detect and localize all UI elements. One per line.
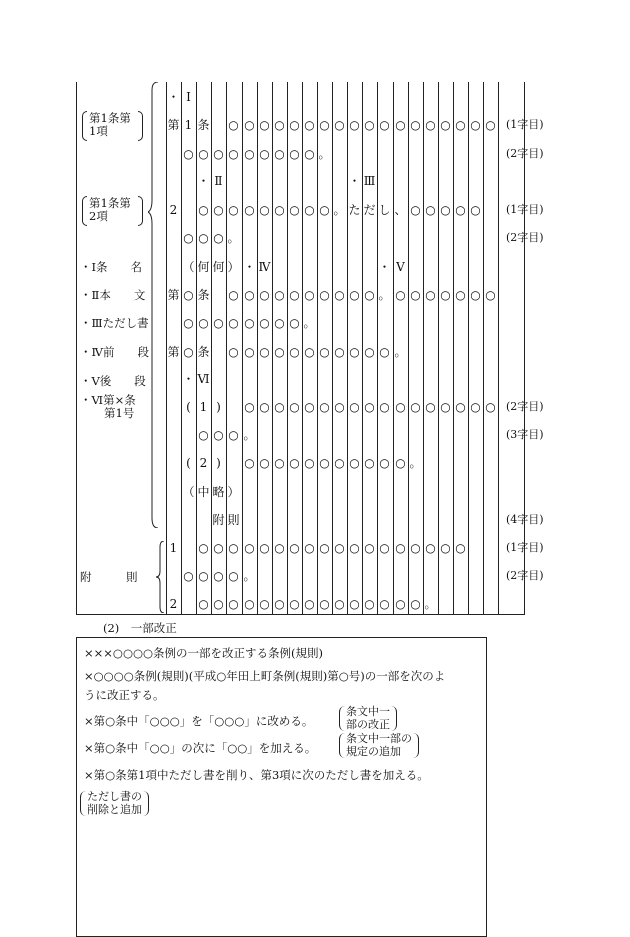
grid-cell: ○	[198, 541, 209, 555]
grid-cell: ○	[213, 569, 224, 583]
grid-cell: ○	[319, 456, 330, 470]
grid-cell: ○	[228, 118, 239, 132]
grid-cell: ○	[319, 118, 330, 132]
grid-cell: ○	[228, 345, 239, 359]
grid-cell: ○	[349, 288, 360, 302]
grid-cell: ○	[244, 541, 255, 555]
grid-cell: ○	[364, 456, 375, 470]
grid-cell: ○	[410, 118, 421, 132]
grid-line	[483, 82, 484, 615]
grid-cell: ○	[289, 118, 300, 132]
grid-cell: ○	[319, 400, 330, 414]
paren-left	[82, 196, 87, 226]
grid-cell: ○	[319, 203, 330, 217]
grid-cell: 第	[167, 288, 180, 302]
grid-cell: ○	[259, 316, 270, 330]
grid-cell: ○	[289, 316, 300, 330]
grid-cell: ○	[274, 456, 285, 470]
grid-cell: ○	[259, 345, 270, 359]
grid-cell: 。	[409, 456, 422, 470]
grid-cell: ○	[364, 345, 375, 359]
grid-cell: ○	[349, 400, 360, 414]
grid-cell: ○	[425, 541, 436, 555]
char-note: (3字目)	[506, 428, 544, 441]
note-line: 部の改正	[346, 717, 390, 731]
grid-cell: ○	[244, 597, 255, 611]
grid-cell: ○	[198, 597, 209, 611]
note-line: 条文中一部の	[346, 732, 412, 745]
grid-cell: ○	[485, 288, 496, 302]
grid-line	[211, 82, 212, 615]
grid-cell: ○	[244, 345, 255, 359]
grid-cell: ○	[319, 345, 330, 359]
grid-cell: 第	[167, 345, 180, 359]
grid-cell: ○	[395, 541, 406, 555]
amendment-title: ×××○○○○条例の一部を改正する条例(規則)	[84, 646, 324, 660]
char-note: (2字目)	[506, 569, 544, 582]
grid-cell: 1	[199, 400, 208, 414]
label-latter-part: ・Ⅴ後 段	[80, 374, 146, 388]
grid-cell: ○	[274, 597, 285, 611]
grid-cell: ○	[304, 400, 315, 414]
grid-cell: ○	[410, 400, 421, 414]
grid-cell: ○	[228, 316, 239, 330]
grid-cell: ○	[304, 345, 315, 359]
grid-cell: ○	[183, 569, 194, 583]
grid-cell: ○	[259, 456, 270, 470]
paren-right	[138, 111, 143, 141]
grid-cell: Ⅴ	[396, 260, 405, 274]
grid-cell: 何	[212, 260, 225, 274]
grid-cell: 。	[243, 428, 256, 442]
grid-cell: ○	[455, 541, 466, 555]
grid-cell: ○	[228, 541, 239, 555]
grid-cell: ○	[470, 400, 481, 414]
grid-cell: ○	[334, 118, 345, 132]
grid-cell: ○	[228, 428, 239, 442]
grid-cell: ○	[395, 597, 406, 611]
grid-cell: ○	[289, 456, 300, 470]
grid-cell: ○	[470, 288, 481, 302]
grid-cell: ○	[289, 203, 300, 217]
grid-cell: ○	[274, 541, 285, 555]
grid-cell: ○	[198, 569, 209, 583]
grid-cell: ○	[410, 541, 421, 555]
grid-cell: ○	[470, 203, 481, 217]
grid-cell: ○	[198, 316, 209, 330]
grid-cell: ○	[228, 288, 239, 302]
grid-cell: ○	[455, 400, 466, 414]
grid-cell: ○	[425, 118, 436, 132]
note-addition	[339, 733, 419, 758]
grid-cell: ○	[395, 288, 406, 302]
grid-cell: ○	[425, 203, 436, 217]
grid-cell: ○	[440, 118, 451, 132]
grid-cell: Ⅱ	[214, 174, 223, 188]
grid-cell: 中	[197, 485, 210, 499]
note-proviso-deletion	[80, 791, 149, 816]
grid-line	[408, 82, 409, 615]
grid-cell: ○	[213, 231, 224, 245]
grid-cell: ○	[304, 288, 315, 302]
grid-cell: ○	[440, 400, 451, 414]
grid-cell: ○	[244, 147, 255, 161]
grid-cell: ○	[213, 203, 224, 217]
grid-cell: ○	[304, 147, 315, 161]
grid-cell: ○	[379, 597, 390, 611]
label-item-2: 第1号	[104, 406, 135, 420]
grid-cell: ○	[183, 231, 194, 245]
grid-cell: 第	[167, 118, 180, 132]
grid-cell: 。	[378, 288, 391, 302]
grid-cell: ○	[213, 316, 224, 330]
grid-cell: 条	[197, 345, 210, 359]
grid-cell: ○	[289, 345, 300, 359]
label-main-text: ・Ⅱ本 文	[80, 288, 146, 302]
grid-cell: ○	[274, 118, 285, 132]
grid-cell: 1	[184, 118, 193, 132]
grid-cell: ○	[304, 456, 315, 470]
note-line: 条文中一	[346, 705, 390, 718]
grid-cell: た	[348, 203, 361, 217]
grid-cell: ○	[334, 541, 345, 555]
grid-cell: ○	[274, 147, 285, 161]
grid-cell: 条	[197, 288, 210, 302]
grid-cell: 。	[227, 231, 240, 245]
label-first-part: ・Ⅳ前 段	[80, 345, 149, 359]
grid-cell: ○	[274, 345, 285, 359]
grid-cell: ○	[349, 118, 360, 132]
grid-cell: ○	[485, 400, 496, 414]
amendment-line: うに改正する。	[84, 688, 165, 702]
char-note: (2字目)	[506, 147, 544, 160]
grid-cell: ）	[227, 485, 240, 499]
label-proviso: ・Ⅲただし書	[80, 316, 149, 330]
grid-cell: (	[186, 456, 191, 470]
char-note: (4字目)	[506, 513, 544, 526]
grid-cell: （	[182, 260, 195, 274]
grid-cell: ○	[379, 456, 390, 470]
grid-cell: ○	[213, 428, 224, 442]
grid-cell: ○	[349, 456, 360, 470]
grid-cell: ・	[167, 90, 180, 104]
char-note: (1字目)	[506, 203, 544, 216]
grid-cell: 略	[212, 485, 225, 499]
grid-cell: )	[216, 456, 221, 470]
grid-cell: ○	[379, 541, 390, 555]
grid-line	[453, 82, 454, 615]
grid-cell: ○	[410, 288, 421, 302]
grid-cell: )	[216, 400, 221, 414]
grid-cell: 。	[303, 316, 316, 330]
note-line: ただし書の	[87, 790, 142, 803]
grid-cell: 。	[243, 569, 256, 583]
grid-cell: Ⅰ	[186, 90, 191, 104]
grid-cell: ○	[379, 118, 390, 132]
grid-cell: ○	[334, 345, 345, 359]
amendment-line: ×第○条中「○○○」を「○○○」に改める。	[84, 714, 314, 728]
grid-cell: （	[182, 485, 195, 499]
grid-cell: ○	[410, 203, 421, 217]
grid-cell: ○	[425, 288, 436, 302]
grid-cell: ○	[349, 597, 360, 611]
grid-cell: ○	[259, 288, 270, 302]
grid-cell: ○	[334, 288, 345, 302]
grid-cell: ○	[198, 231, 209, 245]
grid-cell: ○	[440, 541, 451, 555]
grid-cell: ○	[440, 288, 451, 302]
amendment-line: ×○○○○条例(規則)(平成○年田上町条例(規則)第○号)の一部を次のよ	[84, 669, 446, 683]
char-note: (1字目)	[506, 118, 544, 131]
grid-cell: ・	[182, 372, 195, 386]
grid-cell: だ	[363, 203, 376, 217]
grid-cell: ○	[228, 597, 239, 611]
label-line: 第1条第	[89, 196, 131, 210]
label-line: 第1条第	[89, 111, 131, 125]
grid-cell: ○	[289, 147, 300, 161]
grid-line	[524, 82, 525, 615]
grid-cell: ○	[334, 400, 345, 414]
grid-cell: ・	[197, 174, 210, 188]
grid-cell: ○	[304, 541, 315, 555]
section-heading: (2) 一部改正	[103, 621, 177, 635]
grid-cell: ○	[274, 288, 285, 302]
grid-cell: ・	[243, 260, 256, 274]
label-supplementary: 附 則	[80, 570, 138, 584]
grid-cell: 、	[394, 203, 407, 217]
grid-cell: ○	[485, 118, 496, 132]
grid-cell: ○	[259, 203, 270, 217]
grid-cell: ○	[274, 203, 285, 217]
grid-cell: ○	[244, 456, 255, 470]
grid-cell: ○	[213, 147, 224, 161]
grid-cell: ○	[183, 345, 194, 359]
grid-bottom-line	[76, 614, 525, 615]
grid-cell: ○	[183, 147, 194, 161]
grid-cell: ○	[304, 203, 315, 217]
grid-cell: ○	[304, 118, 315, 132]
grid-cell: Ⅵ	[197, 372, 210, 386]
grid-cell: 。	[318, 147, 331, 161]
grid-cell: ○	[244, 316, 255, 330]
grid-cell: 附	[212, 513, 225, 527]
grid-cell: ○	[213, 597, 224, 611]
grid-cell: ○	[364, 597, 375, 611]
grid-cell: 条	[197, 118, 210, 132]
grid-cell: ・	[378, 260, 391, 274]
grid-cell: ○	[198, 428, 209, 442]
char-note: (1字目)	[506, 541, 544, 554]
grid-cell: ○	[228, 569, 239, 583]
grid-cell: ○	[289, 400, 300, 414]
grid-cell: ・	[348, 174, 361, 188]
grid-cell: ○	[349, 345, 360, 359]
grid-cell: ○	[379, 345, 390, 359]
grid-cell: ○	[364, 288, 375, 302]
grid-cell: 2	[199, 456, 208, 470]
grid-line	[468, 82, 469, 615]
grid-cell: ○	[198, 203, 209, 217]
main-brace	[148, 82, 162, 528]
char-note: (2字目)	[506, 231, 544, 244]
grid-cell: ○	[319, 288, 330, 302]
grid-line	[423, 82, 424, 615]
label-title: ・Ⅰ条 名	[80, 260, 143, 274]
grid-cell: ○	[304, 597, 315, 611]
label-line: 2項	[89, 209, 108, 223]
grid-cell: ○	[244, 400, 255, 414]
grid-cell: ○	[274, 316, 285, 330]
grid-cell: ○	[259, 147, 270, 161]
grid-cell: ○	[425, 400, 436, 414]
grid-cell: ○	[410, 597, 421, 611]
grid-cell: ○	[259, 400, 270, 414]
grid-line	[438, 82, 439, 615]
grid-line	[76, 82, 77, 615]
label-line: 1項	[89, 124, 108, 138]
grid-cell: Ⅳ	[258, 260, 271, 274]
grid-cell: 2	[169, 203, 178, 217]
grid-cell: ○	[470, 118, 481, 132]
grid-cell: ○	[259, 118, 270, 132]
grid-cell: 2	[169, 597, 178, 611]
grid-cell: ○	[395, 400, 406, 414]
paren-right	[138, 196, 143, 226]
grid-cell: ○	[334, 597, 345, 611]
grid-cell: ）	[227, 260, 240, 274]
grid-cell: ○	[244, 203, 255, 217]
grid-cell: ○	[319, 597, 330, 611]
label-item: ・Ⅵ第×条	[80, 393, 136, 407]
grid-cell: ○	[213, 541, 224, 555]
grid-cell: ○	[349, 541, 360, 555]
amendment-line: ×第○条第1項中ただし書を削り、第3項に次のただし書を加える。	[84, 768, 429, 782]
note-line: 規定の追加	[346, 744, 401, 758]
grid-cell: (	[186, 400, 191, 414]
grid-cell: 1	[169, 541, 178, 555]
grid-cell: 。	[424, 597, 437, 611]
grid-cell: ○	[244, 118, 255, 132]
grid-cell: ○	[183, 288, 194, 302]
grid-cell: ○	[289, 288, 300, 302]
grid-cell: ○	[319, 541, 330, 555]
grid-cell: ○	[183, 316, 194, 330]
grid-cell: ○	[259, 541, 270, 555]
grid-cell: ○	[198, 147, 209, 161]
grid-cell: ○	[289, 597, 300, 611]
grid-cell: ○	[440, 203, 451, 217]
grid-cell: ○	[379, 400, 390, 414]
grid-cell: ○	[289, 541, 300, 555]
grid-cell: ○	[455, 203, 466, 217]
grid-cell: ○	[395, 456, 406, 470]
grid-cell: ○	[395, 118, 406, 132]
grid-cell: 何	[197, 260, 210, 274]
grid-cell: ○	[455, 118, 466, 132]
grid-cell: Ⅲ	[363, 174, 376, 188]
grid-cell: 。	[394, 345, 407, 359]
grid-cell: ○	[364, 400, 375, 414]
amendment-line: ×第○条中「○○」の次に「○○」を加える。	[84, 741, 317, 755]
char-note: (2字目)	[506, 400, 544, 413]
grid-cell: ○	[364, 541, 375, 555]
grid-cell: ○	[228, 147, 239, 161]
grid-cell: ○	[259, 597, 270, 611]
paren-left	[82, 111, 87, 141]
note-partial-revision	[339, 706, 397, 731]
grid-cell: ○	[228, 203, 239, 217]
grid-cell: 。	[333, 203, 346, 217]
grid-cell: ○	[244, 288, 255, 302]
grid-cell: ○	[364, 118, 375, 132]
grid-cell: ○	[274, 400, 285, 414]
grid-cell: ○	[334, 456, 345, 470]
grid-cell: 則	[227, 513, 240, 527]
grid-line	[498, 82, 499, 615]
note-line: 削除と追加	[87, 802, 142, 816]
grid-cell: し	[378, 203, 391, 217]
grid-cell: ○	[455, 288, 466, 302]
